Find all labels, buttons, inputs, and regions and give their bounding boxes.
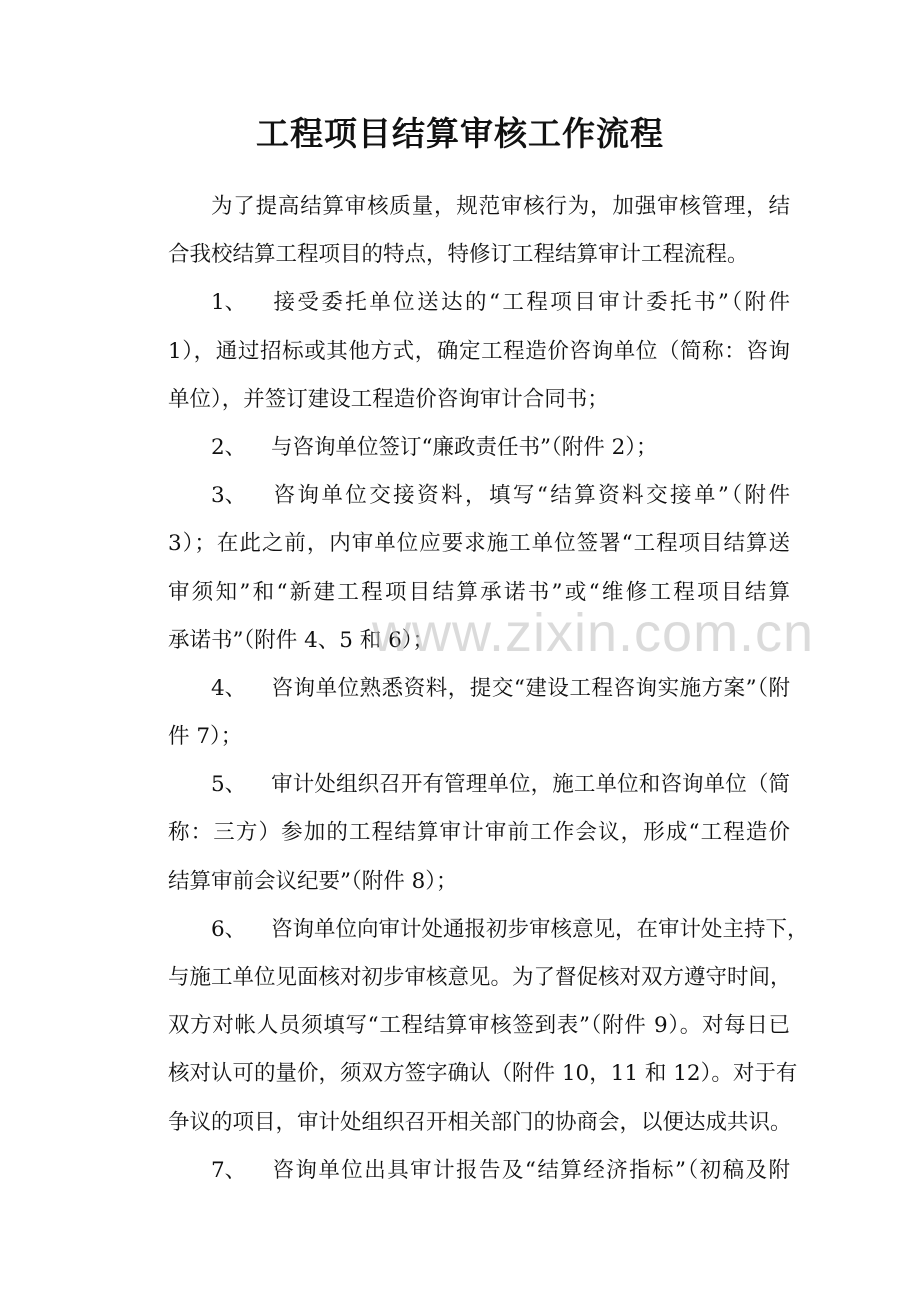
line-text: 核对认可的量价，须双方签字确认（附件 10，11 和 12）。对于有 bbox=[168, 1061, 798, 1087]
step-paragraph bbox=[168, 906, 809, 1147]
text-line bbox=[168, 1099, 790, 1147]
step-paragraph bbox=[168, 424, 790, 472]
text-line bbox=[168, 520, 790, 568]
text-line bbox=[168, 279, 790, 327]
line-text: 单位），并签订建设工程造价咨询审计合同书； bbox=[168, 386, 609, 412]
text-line bbox=[168, 906, 809, 954]
text-line bbox=[168, 183, 790, 231]
text-line bbox=[168, 954, 790, 1002]
line-text: 咨询单位向审计处通报初步审核意见，在审计处主持下， bbox=[271, 916, 809, 942]
line-text: 称：三方）参加的工程结算审计审前工作会议，形成“工程造价 bbox=[168, 820, 790, 846]
text-line bbox=[168, 328, 790, 376]
text-line bbox=[168, 472, 790, 520]
step-number: 1、 bbox=[211, 290, 247, 316]
step-number: 5、 bbox=[211, 772, 247, 798]
step-number: 6、 bbox=[211, 916, 247, 942]
line-text: 争议的项目，审计处组织召开相关部门的协商会，以便达成共识。 bbox=[168, 1109, 792, 1135]
text-line bbox=[168, 1002, 790, 1050]
step-number: 4、 bbox=[211, 675, 247, 701]
document-body bbox=[168, 183, 809, 1195]
text-line bbox=[168, 424, 790, 472]
text-line bbox=[168, 665, 790, 713]
text-line bbox=[168, 1147, 790, 1195]
line-text: 咨询单位交接资料，填写“结算资料交接单”（附件 bbox=[271, 483, 790, 509]
step-number: 2、 bbox=[211, 434, 247, 460]
line-text: 咨询单位熟悉资料，提交“建设工程咨询实施方案”（附 bbox=[271, 675, 790, 701]
step-paragraph bbox=[168, 1147, 790, 1195]
text-line bbox=[168, 1050, 798, 1098]
text-line bbox=[168, 376, 790, 424]
step-number: 7、 bbox=[211, 1157, 247, 1183]
line-text: 接受委托单位送达的“工程项目审计委托书”（附件 bbox=[271, 290, 790, 316]
line-text: 结算审前会议纪要”（附件 8）； bbox=[168, 868, 458, 894]
line-text: 件 7）； bbox=[168, 724, 243, 750]
step-paragraph bbox=[168, 761, 790, 906]
text-line bbox=[168, 713, 790, 761]
watermark: www.zixin.com.cn bbox=[372, 603, 815, 663]
line-text: 审计处组织召开有管理单位，施工单位和咨询单位（简 bbox=[271, 772, 790, 798]
step-number: 3、 bbox=[211, 483, 247, 509]
step-paragraph bbox=[168, 279, 790, 424]
text-line bbox=[168, 809, 790, 857]
line-text: 与施工单位见面核对初步审核意见。为了督促核对双方遵守时间， bbox=[168, 965, 792, 990]
text-line bbox=[168, 761, 790, 809]
text-line bbox=[168, 858, 790, 906]
line-text: 审须知”和“新建工程项目结算承诺书”或“维修工程项目结算 bbox=[168, 579, 790, 605]
line-text: 双方对帐人员须填写“工程结算审核签到表”（附件 9）。对每日已 bbox=[168, 1013, 790, 1039]
line-text: 3）；在此之前，内审单位应要求施工单位签署“工程项目结算送 bbox=[168, 531, 790, 557]
line-text: 承诺书”（附件 4、5 和 6）； bbox=[168, 627, 435, 653]
step-paragraph bbox=[168, 665, 790, 761]
text-line bbox=[168, 231, 790, 279]
intro-paragraph bbox=[168, 183, 790, 279]
line-text: 咨询单位出具审计报告及“结算经济指标”（初稿及附 bbox=[271, 1157, 790, 1183]
line-text: 合我校结算工程项目的特点，特修订工程结算审计工程流程。 bbox=[168, 242, 749, 268]
document-title: 工程项目结算审核工作流程 bbox=[256, 114, 664, 153]
line-text: 为了提高结算审核质量，规范审核行为，加强审核管理，结 bbox=[211, 194, 790, 219]
line-text: 与咨询单位签订“廉政责任书”（附件 2）； bbox=[271, 434, 658, 460]
line-text: 1），通过招标或其他方式，确定工程造价咨询单位（简称：咨询 bbox=[168, 338, 790, 364]
